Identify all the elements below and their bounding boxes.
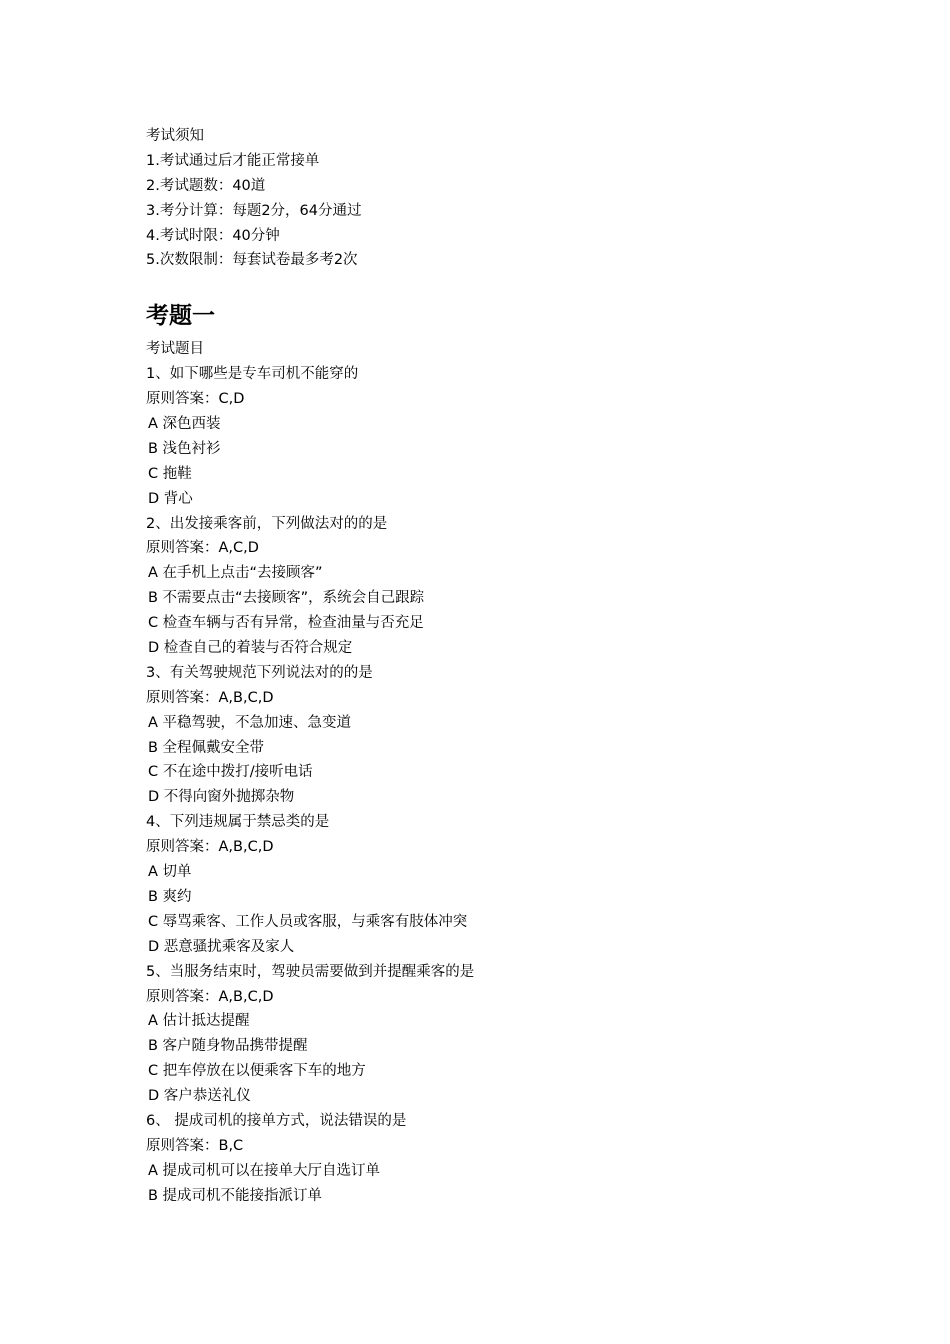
notice-item: 3.考分计算：每题2分，64分通过: [146, 202, 362, 219]
question-option: A 提成司机可以在接单大厅自选订单: [148, 1162, 381, 1179]
question-text: 4、下列违规属于禁忌类的是: [146, 814, 330, 831]
question-option: B 爽约: [148, 888, 192, 905]
question-answer: 原则答案：A,C,D: [146, 540, 259, 557]
question-option: D 恶意骚扰乘客及家人: [148, 938, 295, 955]
question-option: C 把车停放在以便乘客下车的地方: [148, 1063, 366, 1080]
question-option: B 不需要点击“去接顾客”，系统会自己跟踪: [148, 590, 425, 607]
question-list: [146, 362, 846, 1208]
question-option: B 全程佩戴安全带: [148, 739, 265, 756]
question-item: [146, 810, 846, 959]
question-option: A 切单: [148, 864, 192, 881]
question-option: D 检查自己的着装与否符合规定: [148, 640, 353, 657]
question-item: [146, 1109, 846, 1209]
question-option: D 客户恭送礼仪: [148, 1088, 251, 1105]
question-item: [146, 512, 846, 661]
notice-item: 2.考试题数：40道: [146, 177, 266, 194]
question-text: 5、当服务结束时，驾驶员需要做到并提醒乘客的是: [146, 963, 475, 980]
question-option: B 客户随身物品携带提醒: [148, 1038, 308, 1055]
notice-item: 1.考试通过后才能正常接单: [146, 152, 320, 169]
question-option: C 拖鞋: [148, 465, 192, 482]
question-item: [146, 960, 846, 1109]
question-text: 2、出发接乘客前，下列做法对的的是: [146, 515, 388, 532]
question-answer: 原则答案：B,C: [146, 1137, 244, 1154]
question-option: C 不在途中拨打/接听电话: [148, 764, 313, 781]
section-subtitle: 考试题目: [146, 341, 204, 358]
question-option: B 提成司机不能接指派订单: [148, 1187, 323, 1204]
spacer: [146, 273, 846, 299]
question-option: D 背心: [148, 490, 193, 507]
question-item: [146, 661, 846, 810]
question-text: 1、如下哪些是专车司机不能穿的: [146, 366, 359, 383]
question-answer: 原则答案：A,B,C,D: [146, 988, 274, 1005]
notice-title: 考试须知: [146, 128, 204, 144]
exam-notice: [146, 124, 846, 273]
question-option: B 浅色衬衫: [148, 440, 221, 457]
section-heading: 考题一: [146, 302, 215, 330]
question-option: C 检查车辆与否有异常，检查油量与否充足: [148, 615, 424, 632]
question-answer: 原则答案：C,D: [146, 391, 245, 408]
question-text: 3、有关驾驶规范下列说法对的的是: [146, 664, 373, 681]
question-option: A 平稳驾驶，不急加速、急变道: [148, 714, 352, 731]
question-option: A 深色西装: [148, 416, 221, 433]
question-option: A 在手机上点击“去接顾客”: [148, 565, 323, 582]
question-option: C 辱骂乘客、工作人员或客服，与乘客有肢体冲突: [148, 913, 468, 930]
question-item: [146, 362, 846, 511]
notice-item: 4.考试时限：40分钟: [146, 227, 280, 244]
question-option: A 估计抵达提醒: [148, 1013, 250, 1030]
notice-item: 5.次数限制：每套试卷最多考2次: [146, 252, 358, 269]
document-page: [146, 124, 846, 1209]
question-text: 6、 提成司机的接单方式，说法错误的是: [146, 1112, 407, 1129]
question-option: D 不得向窗外抛掷杂物: [148, 789, 295, 806]
question-answer: 原则答案：A,B,C,D: [146, 689, 274, 706]
question-answer: 原则答案：A,B,C,D: [146, 839, 274, 856]
